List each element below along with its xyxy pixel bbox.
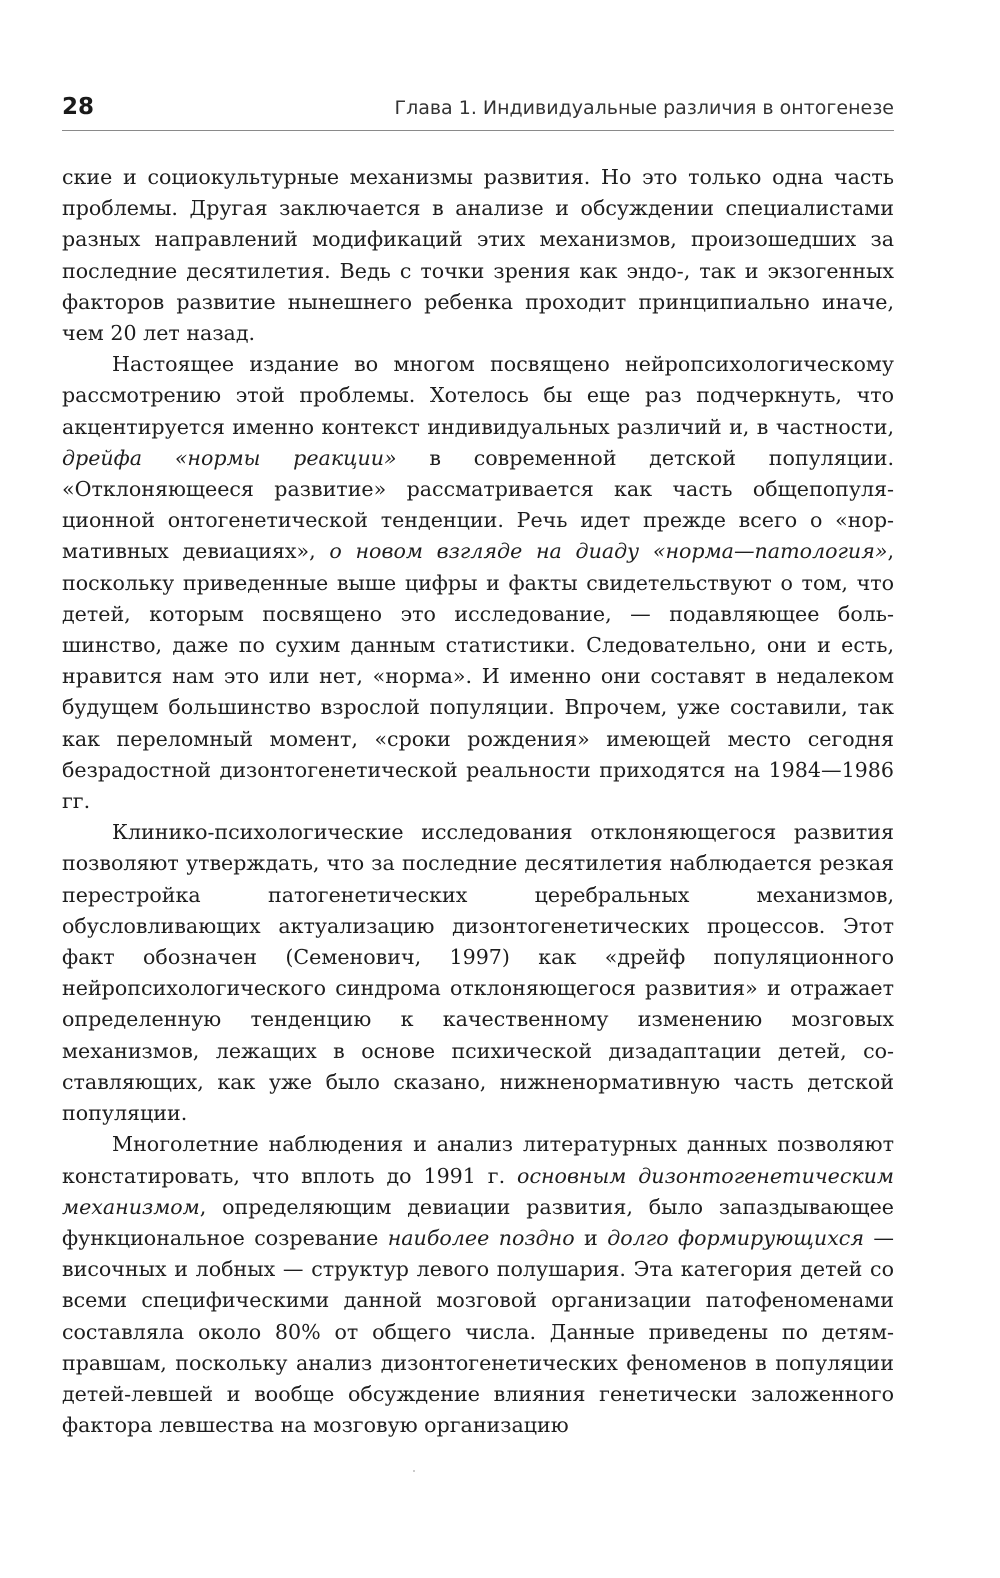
italic-text-run: основным дизонтогенетическим механизмом — [62, 1163, 894, 1219]
paragraph — [62, 162, 894, 349]
text-run: в современной детской популяции. «Отклоняющееся развитие» рассматривается как часть общепопуляционной онтогенетической тенденции. Речь идет прежде всего о «нормативных девиациях», — [62, 445, 895, 564]
body-text — [62, 162, 894, 1441]
text-run: , определяющим девиации развития, было запаздывающее функциональное созревание — [62, 1194, 894, 1250]
text-run: Многолетние наблюдения и анализ литературных данных позволяют констатировать, что вплоть до 1991 г. — [62, 1132, 894, 1188]
scan-speck — [413, 1470, 415, 1472]
text-run: — височных и лобных — структур левого полушария. Эта категория детей со всеми специфическими данной мозговой организации патофеноменами составляла около 80% от общего числа. Данные приведены по детям-правшам, поскольку анализ дизонтогенетических феноменов в популяции детей-левшей и вообще обсуждение влияния генетически заложенного фактора левшества на мозговую организацию — [62, 1225, 895, 1438]
text-run: Настоящее издание во многом посвящено нейропсихологическому рассмотрению этой проблемы. Хотелось бы еще раз подчеркнуть, что акцентируется именно контекст индивидуальных различий и, в частности, — [62, 352, 894, 439]
paragraph — [62, 349, 894, 817]
paragraph — [62, 1129, 894, 1441]
italic-text-run: дрейфа «нормы реакции» — [62, 445, 397, 470]
italic-text-run: наиболее поздно — [387, 1225, 575, 1250]
page-number: 28 — [62, 94, 95, 120]
italic-text-run: долго формирующихся — [607, 1225, 864, 1250]
text-run: и — [574, 1225, 608, 1250]
paragraph — [62, 817, 894, 1129]
running-head: Глава 1. Индивидуальные различия в онтогенезе — [394, 97, 894, 119]
text-run: ские и социокультурные механизмы развития. Но это только одна часть проблемы. Другая заключается в анализе и обсуждении специалистами разных направлений модификаций этих механизмов, произошедших за последние десятилетия. Ведь с точки зрения как эндо-, так и экзогенных факторов развитие нынешнего ребенка проходит принципиально иначе, чем 20 лет назад. — [62, 165, 894, 346]
italic-text-run: о новом взгляде на диаду «норма—патология» — [329, 539, 888, 564]
page-header — [62, 86, 894, 131]
text-run: Клинико-психологические исследования отклоняющегося развития позволяют утверждать, что за последние десятилетия наблюдается резкая перестройка патогенетических церебральных механизмов, обусловливающих актуализацию дизонтогенетических процессов. Этот факт обозначен (Семенович, 1997) как «дрейф популяционного нейропсихологического синдрома отклоняющегося развития» и отражает определенную тенденцию к качественному изменению мозговых механизмов, лежащих в основе психической дизадаптации детей, составляющих, как уже было сказано, нижненормативную часть детской популяции. — [62, 820, 894, 1126]
text-run: , поскольку приведенные выше цифры и факты свидетельствуют о том, что детей, которым посвящено это исследование, — подавляющее большинство, даже по сухим данным статистики. Следовательно, они и есть, нравится нам это или нет, «норма». И именно они составят в недалеком будущем большинство взрослой популяции. Впрочем, уже составили, так как переломный момент, «сроки рождения» имеющей место сегодня безрадостной дизонтогенетической реальности приходятся на 1984—1986 гг. — [62, 539, 894, 814]
